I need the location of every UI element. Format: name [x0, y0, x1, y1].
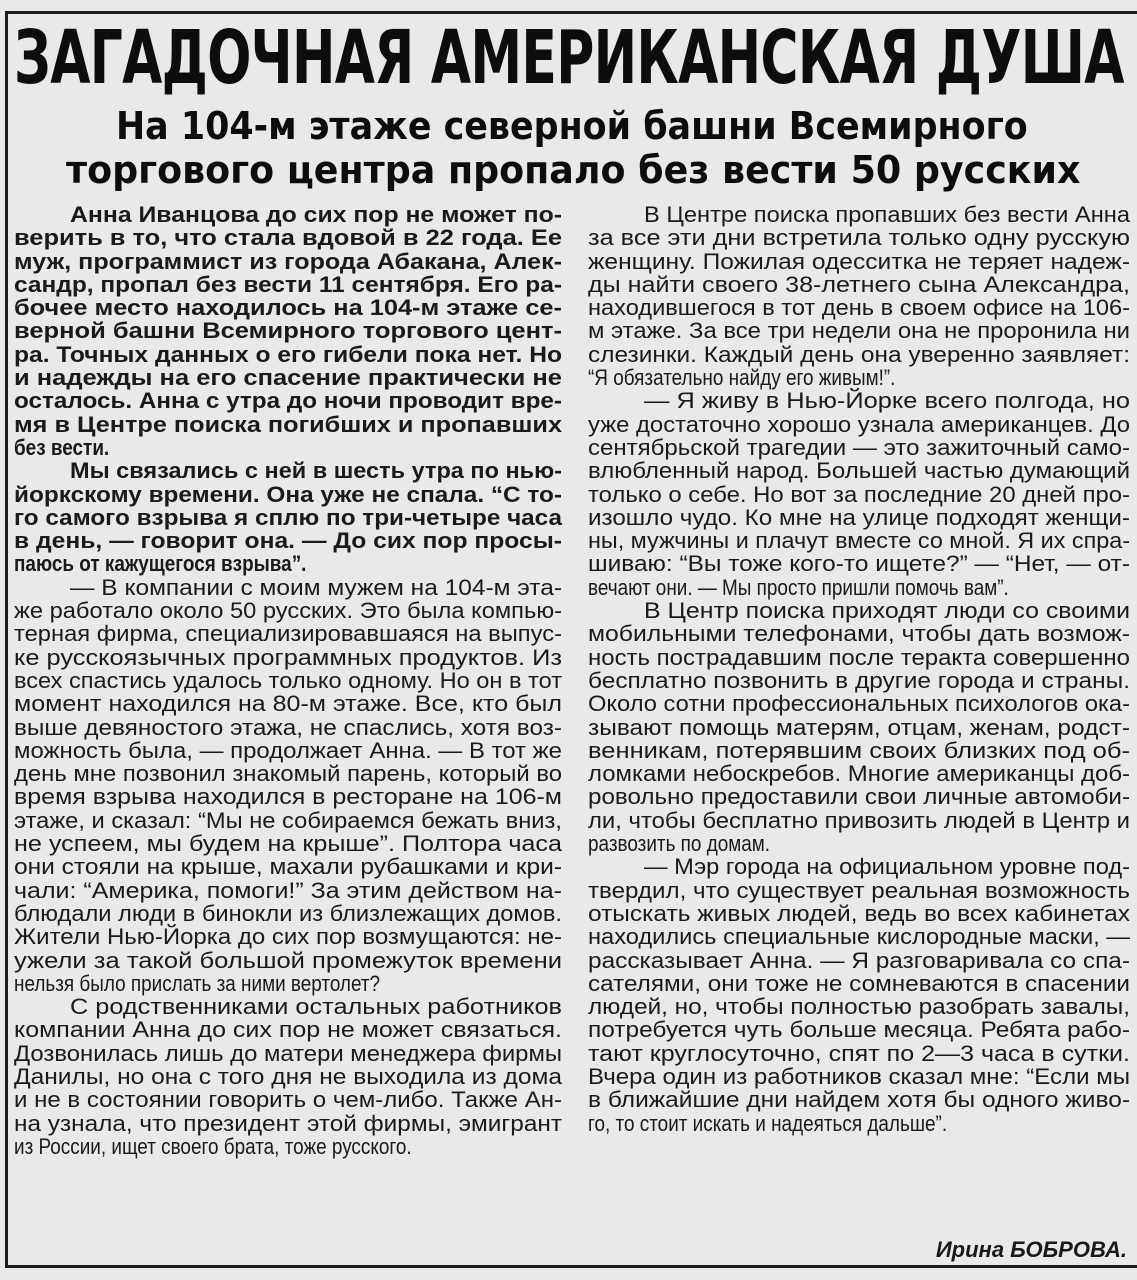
article-text-line	[588, 413, 1130, 436]
article-text-line-content: С родственниками остальных работников	[70, 994, 562, 1020]
article-text-line	[588, 1065, 1130, 1088]
article-text-line	[588, 436, 1130, 459]
article-text-line-content: этаже, и сказал: “Мы не собираемся бежать вниз,	[14, 807, 562, 833]
article-text-line	[14, 203, 562, 226]
article-text-line	[14, 389, 562, 412]
article-text-line-content: момент находился на 80-м этаже. Все, кто был	[14, 691, 562, 717]
article-text-line-content: ужели за такой большой промежуток времени	[14, 947, 562, 973]
article-subtitle-line-1: На 104-м этаже северной башни Всемирного	[116, 104, 1028, 148]
article-text-line-content: и не в состоянии говорить о чем-либо. Также Ан-	[14, 1087, 562, 1113]
article-text-line	[14, 1112, 562, 1135]
article-text-line	[588, 622, 1130, 645]
article-text-line	[588, 459, 1130, 482]
article-text-line-content: зывают помощь матерям, отцам, женам, родст-	[588, 714, 1130, 740]
article-text-line	[14, 413, 562, 436]
article-text-line	[14, 925, 562, 948]
article-text-line-content: В Центр поиска приходят люди со своими	[644, 598, 1130, 624]
article-text-line-content: В Центре поиска пропавших без вести Анна	[644, 202, 1130, 227]
article-text-line-content: находившегося в тот день в своем офисе на 106-	[588, 295, 1130, 321]
article-text-line	[588, 739, 1130, 762]
author-byline: Ирина БОБРОВА.	[935, 1237, 1127, 1262]
article-text-line-content: влюбленный народ. Большей частью думающий	[588, 458, 1130, 484]
article-text-line-content: время взрыва находился в ресторане на 106-м	[14, 784, 562, 810]
article-text-line	[14, 646, 562, 669]
article-text-line-content: из России, ищет своего брата, тоже русского.	[14, 1133, 412, 1159]
article-text-line-content: женщину. Пожилая одесситка не теряет надеж-	[588, 248, 1130, 274]
article-text-line-content: в день, — говорит она. — До сих пор просы-	[14, 528, 562, 554]
article-text-line	[588, 716, 1130, 739]
article-text-line-content: ды найти своего 38-летнего сына Александра,	[588, 271, 1130, 297]
article-text-line	[14, 343, 562, 366]
article-text-line	[14, 529, 562, 552]
article-text-line	[588, 343, 1130, 366]
article-text-line-content: го, то стоит искать и надеяться дальше”.	[588, 1110, 948, 1136]
article-text-line	[588, 1088, 1130, 1111]
article-text-line	[14, 622, 562, 645]
article-text-line	[588, 949, 1130, 972]
article-text-line	[588, 669, 1130, 692]
article-text-line-content: ломками небоскребов. Многие американцы доб-	[588, 761, 1130, 787]
article-text-line-content: го самого взрыва я сплю по три-четыре часа	[14, 504, 562, 530]
article-text-line	[588, 273, 1130, 296]
article-text-line-content: находились специальные кислородные маски, —	[588, 924, 1130, 950]
article-text-line-content: слезинки. Каждый день она уверенно заявляет:	[588, 341, 1130, 367]
article-text-line	[14, 1018, 562, 1041]
article-text-line	[588, 879, 1130, 902]
article-text-line-content: муж, программист из города Абакана, Алек-	[14, 248, 562, 274]
article-text-line-content: потребуется чуть больше месяца. Ребята рабо-	[588, 1017, 1130, 1043]
article-subtitle-line-2: торгового центра пропало без вести 50 русских	[66, 148, 1081, 192]
article-text-line	[588, 855, 1130, 878]
article-text-line	[588, 296, 1130, 319]
article-text-line-content: терная фирма, специализировавшаяся на выпус-	[14, 621, 562, 647]
article-text-line	[14, 949, 562, 972]
article-text-line	[588, 483, 1130, 506]
article-text-line	[14, 692, 562, 715]
article-text-line-content: венникам, потерявшим своих близких под об-	[588, 737, 1130, 763]
article-text-line	[14, 762, 562, 785]
article-text-line-content: тают круглосуточно, спят по 2—3 часа в сутки.	[588, 1040, 1130, 1066]
article-text-line-content: вечают они. — Мы просто пришли помочь вам”.	[588, 574, 1009, 600]
article-text-line-content: нельзя было прислать за ними вертолет?	[14, 970, 381, 996]
article-column-left	[14, 203, 562, 1158]
article-text-line-content: ны, мужчины и плачут вместе со мной. Я их спра-	[588, 528, 1130, 554]
article-text-line	[14, 855, 562, 878]
article-column-right	[588, 203, 1130, 1135]
article-text-line-content: ке русскоязычных программных продуктов. Из	[14, 644, 562, 670]
article-text-line-content: же работало около 50 русских. Это была компью-	[14, 598, 562, 624]
article-text-line	[588, 785, 1130, 808]
article-text-line	[14, 809, 562, 832]
article-text-line	[14, 459, 562, 482]
article-text-line	[588, 250, 1130, 273]
article-text-line	[14, 273, 562, 296]
article-text-line-content: день мне позвонил знакомый парень, который во	[14, 761, 562, 787]
article-headline: ЗАГАДОЧНАЯ АМЕРИКАНСКАЯ ДУША	[14, 15, 1124, 101]
article-text-line-content: ность пострадавшим после теракта совершенно	[588, 644, 1130, 670]
article-text-line-content: сателями, они тоже не сомневаются в спасении	[588, 970, 1130, 996]
article-text-line-content: уже достаточно хорошо узнала американцев. До	[588, 411, 1130, 437]
article-text-line	[14, 739, 562, 762]
article-text-line-content: Данилы, но она с того дня не выходила из дома	[14, 1063, 562, 1089]
article-text-line	[588, 366, 1130, 389]
article-text-line-content: осталось. Анна с утра до ночи проводит вре-	[14, 388, 562, 414]
article-text-line	[14, 669, 562, 692]
article-text-line-content: за все эти дни встретила только одну русскую	[588, 225, 1130, 251]
article-text-line	[14, 1135, 562, 1158]
article-text-line-content: мобильными телефонами, чтобы дать возмож-	[588, 621, 1130, 647]
article-text-line	[14, 576, 562, 599]
article-text-line-content: отыскать живых людей, ведь во всех кабинетах	[588, 900, 1130, 926]
article-text-line	[14, 366, 562, 389]
article-text-line	[588, 226, 1130, 249]
article-text-line-content: шиваю: “Вы тоже кого-то ищете?” — “Нет, — от-	[588, 551, 1130, 577]
article-text-line	[588, 552, 1130, 575]
article-text-line-content: верить в то, что стала вдовой в 22 года. Ее	[14, 225, 562, 251]
article-text-line-content: Мы связались с ней в шесть утра по нью-	[70, 458, 562, 484]
article-text-line-content: ра. Точных данных о его гибели пока нет. Но	[14, 341, 562, 367]
article-text-line	[588, 809, 1130, 832]
article-text-line-content: м этаже. За все три недели она не проронила ни	[588, 318, 1130, 344]
article-text-line	[14, 599, 562, 622]
article-text-line-content: ровольно предоставили свои личные автомоби-	[588, 784, 1130, 810]
article-text-line-content: развозить по домам.	[588, 831, 771, 857]
article-text-line-content: чали: “Америка, помоги!” За этим действом на-	[14, 877, 562, 903]
article-text-line	[588, 1018, 1130, 1041]
article-text-line-content: выше девяностого этажа, не спаслись, хотя воз-	[14, 714, 562, 740]
article-text-line-content: паюсь от кажущегося взрыва”.	[14, 551, 307, 577]
article-text-line	[588, 1112, 1130, 1135]
article-text-line	[588, 646, 1130, 669]
article-text-line-content: йоркскому времени. Она уже не спала. “С то-	[14, 481, 562, 507]
article-text-line-content: можность была, — продолжает Анна. — В тот же	[14, 737, 562, 763]
article-text-line-content: ли, чтобы бесплатно привозить людей в Центр и	[588, 807, 1130, 833]
article-text-line	[14, 1065, 562, 1088]
article-text-line	[14, 483, 562, 506]
article-text-line-content: Вчера один из работников сказал мне: “Если мы	[588, 1063, 1130, 1089]
article-text-line-content: без вести.	[14, 434, 110, 460]
article-text-line	[14, 995, 562, 1018]
article-text-line	[588, 1042, 1130, 1065]
article-text-line	[588, 576, 1130, 599]
article-text-line-content: всех спастись удалось только одному. Но он в тот	[14, 667, 562, 693]
article-text-line	[588, 925, 1130, 948]
article-text-line	[14, 1088, 562, 1111]
article-text-line	[14, 296, 562, 319]
article-text-line	[14, 436, 562, 459]
article-text-line	[588, 203, 1130, 226]
article-text-line-content: Дозвонилась лишь до матери менеджера фирмы	[14, 1040, 562, 1066]
article-text-line	[588, 529, 1130, 552]
article-text-line-content: они стояли на крыше, махали рубашками и кри-	[14, 854, 562, 880]
article-text-line	[14, 832, 562, 855]
article-text-line-content: только о себе. Но вот за последние 20 дней про-	[588, 481, 1130, 507]
article-text-line	[588, 389, 1130, 412]
article-text-line	[14, 552, 562, 575]
article-text-line	[588, 506, 1130, 529]
article-text-line	[14, 1042, 562, 1065]
article-text-line	[14, 902, 562, 925]
article-text-line-content: сентябрьской трагедии — это зажиточный само-	[588, 434, 1130, 460]
article-text-line	[14, 319, 562, 342]
article-text-line-content: в ближайшие дни найдем хотя бы одного живо-	[588, 1087, 1130, 1113]
article-text-line-content: компании Анна до сих пор не может связаться.	[14, 1017, 562, 1043]
article-text-line	[588, 319, 1130, 342]
article-text-line	[588, 692, 1130, 715]
article-text-line	[14, 879, 562, 902]
article-text-line	[14, 226, 562, 249]
article-text-line	[588, 832, 1130, 855]
article-text-line	[14, 250, 562, 273]
article-text-line-content: сандр, пропал без вести 11 сентября. Его ра-	[14, 271, 562, 297]
article-text-line-content: верной башни Всемирного торгового цент-	[14, 318, 562, 344]
article-text-line	[14, 506, 562, 529]
article-text-line-content: — В компании с моим мужем на 104-м эта-	[70, 574, 562, 600]
article-text-line-content: твердил, что существует реальная возможность	[588, 877, 1130, 903]
article-text-line-content: — Я живу в Нью-Йорке всего полгода, но	[644, 388, 1130, 414]
article-text-line	[588, 995, 1130, 1018]
article-text-line-content: — Мэр города на официальном уровне под-	[644, 854, 1130, 880]
article-text-line-content: “Я обязательно найду его живым!”.	[588, 365, 896, 391]
article-text-line-content: Около сотни профессиональных психологов ока-	[588, 691, 1130, 717]
article-text-line	[14, 785, 562, 808]
article-text-line-content: изошло чудо. Ко мне на улице подходят женщи-	[588, 504, 1130, 530]
article-text-line	[14, 972, 562, 995]
article-text-line	[588, 972, 1130, 995]
article-text-line	[588, 599, 1130, 622]
article-text-line-content: Жители Нью-Йорка до сих пор возмущаются: не-	[14, 924, 562, 950]
article-text-line-content: блюдали люди в бинокли из близлежащих домов.	[14, 900, 562, 926]
article-text-line	[588, 762, 1130, 785]
article-text-line-content: бочее место находилось на 104-м этаже се-	[14, 295, 562, 321]
article-text-line-content: не успеем, мы будем на крыше”. Полтора часа	[14, 831, 562, 857]
article-text-line-content: на узнала, что президент этой фирмы, эмигрант	[14, 1110, 562, 1136]
article-text-line-content: людей, но, чтобы полностью разобрать завалы,	[588, 994, 1130, 1020]
article-text-line-content: мя в Центре поиска погибших и пропавших	[14, 411, 562, 437]
article-text-line-content: рассказывает Анна. — Я разговаривала со спа-	[588, 947, 1130, 973]
article-text-line-content: бесплатно позвонить в другие города и страны.	[588, 667, 1130, 693]
article-text-line	[588, 902, 1130, 925]
article-text-line-content: Анна Иванцова до сих пор не может по-	[70, 202, 562, 227]
article-text-line	[14, 716, 562, 739]
article-text-line-content: и надежды на его спасение практически не	[14, 365, 562, 391]
